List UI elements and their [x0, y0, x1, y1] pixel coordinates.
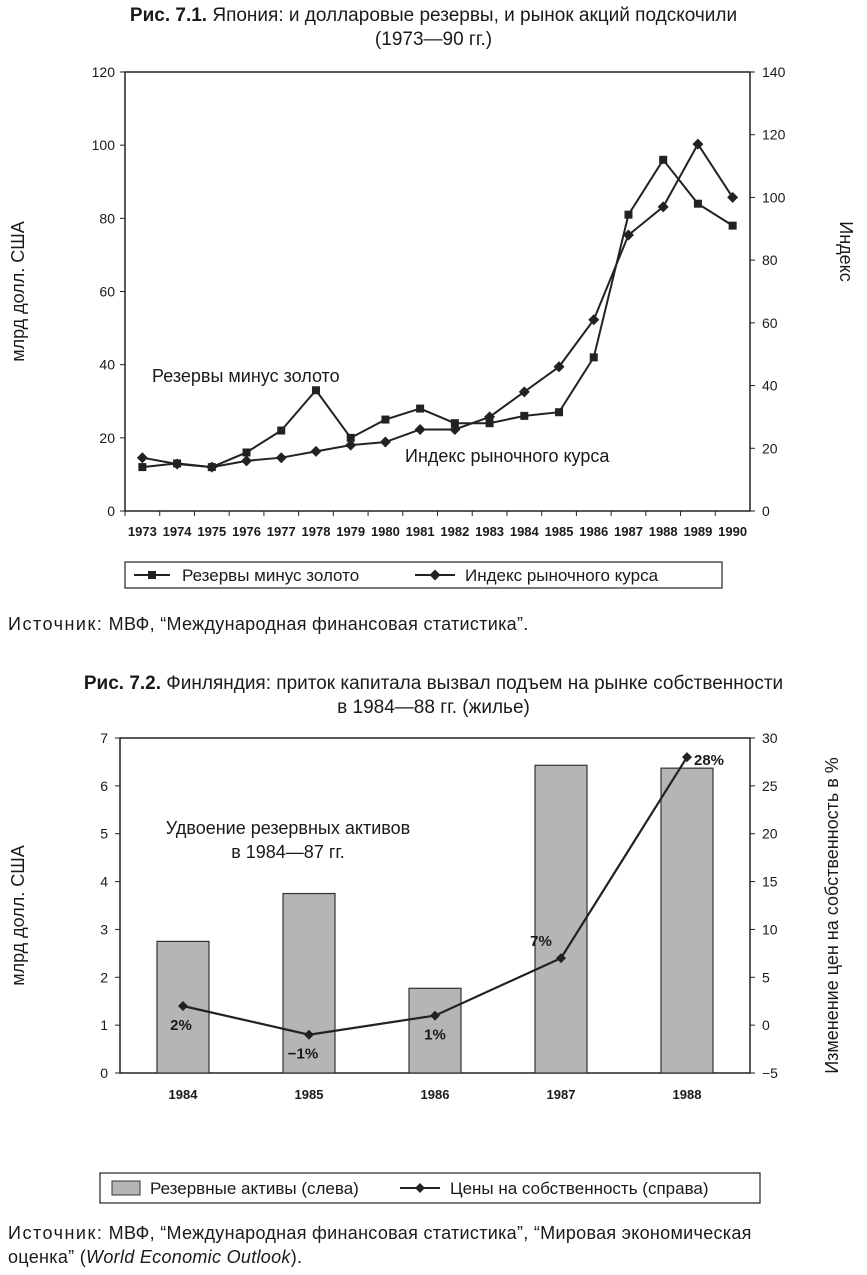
annotation-line1: Удвоение резервных активов [165, 818, 411, 838]
y-left-tick-label: 40 [99, 356, 115, 373]
chart-japan [0, 60, 867, 660]
annotation-reserves: Резервы минус золото [152, 366, 340, 386]
x-tick-label: 1979 [336, 524, 366, 539]
y-left-tick-label: 1 [100, 1017, 108, 1034]
series-reserves-point [416, 405, 424, 413]
figure1-source-label: Источник: [8, 614, 104, 634]
x-tick-label: 1988 [648, 524, 678, 539]
y-right-axis-label: Изменение цен на собственность в % [822, 757, 842, 1074]
y-right-tick-label: 5 [762, 969, 770, 986]
x-tick-label: 1985 [544, 524, 574, 539]
figure2-source-text2: оценка” ( [8, 1247, 87, 1267]
figure1-title [0, 4, 867, 52]
series-reserves-point [520, 412, 528, 420]
legend-line-marker [415, 1183, 425, 1193]
x-tick-label: 1975 [197, 524, 227, 539]
figure2-source-text3: ). [290, 1247, 303, 1267]
legend-reserves-marker [148, 571, 156, 579]
figure2-source-text: МВФ, “Международная финансовая статистика”, “Мировая экономическая [103, 1223, 752, 1243]
series-reserves-point [694, 200, 702, 208]
y-right-tick-label: 140 [762, 64, 786, 80]
series-reserves-line [142, 160, 732, 467]
figure2-title-number: Рис. 7.2. [83, 673, 162, 694]
y-left-tick-label: 100 [91, 137, 115, 154]
x-tick-label: 1973 [127, 524, 157, 539]
data-label-price-change: −1% [287, 1045, 319, 1063]
y-right-tick-label: 0 [762, 1017, 770, 1034]
y-right-tick-label: 15 [762, 873, 778, 890]
figure1-source [8, 612, 529, 636]
y-left-tick-label: 80 [99, 210, 115, 227]
x-tick-label: 1980 [370, 524, 400, 539]
series-reserves-point [659, 156, 667, 164]
y-left-axis-label: млрд долл. США [8, 221, 28, 362]
x-tick-label: 1987 [546, 1087, 576, 1102]
y-left-tick-label: 5 [100, 825, 108, 842]
x-tick-label: 1984 [509, 524, 539, 539]
y-right-tick-label: 60 [762, 314, 778, 331]
data-label-price-change: 1% [424, 1026, 446, 1044]
figure2-title-years: в 1984—88 гг. (жилье) [337, 697, 530, 718]
series-reserves-point [624, 211, 632, 219]
series-index-point [727, 192, 738, 203]
figure2-title-text: Финляндия: приток капитала вызвал подъем на рынке собственности [161, 673, 784, 694]
y-right-tick-label: 20 [762, 440, 778, 457]
y-right-tick-label: 80 [762, 252, 778, 269]
x-tick-label: 1984 [168, 1087, 198, 1102]
y-right-tick-label: 100 [762, 189, 786, 206]
x-tick-label: 1988 [672, 1087, 702, 1102]
figure1-title-number: Рис. 7.1. [129, 5, 208, 26]
x-tick-label: 1977 [266, 524, 296, 539]
x-tick-label: 1990 [718, 524, 748, 539]
x-tick-label: 1983 [475, 524, 505, 539]
series-reserves-point [381, 416, 389, 424]
figure2-source [8, 1221, 752, 1269]
y-left-tick-label: 7 [100, 730, 108, 746]
series-property-prices-point [682, 752, 692, 762]
data-label-price-change: 28% [693, 752, 725, 770]
data-label-price-change: 2% [170, 1017, 192, 1034]
series-index-point [241, 455, 252, 466]
annotation-index: Индекс рыночного курса [405, 446, 610, 466]
bar-reserve-assets [661, 768, 713, 1073]
x-tick-label: 1978 [301, 524, 331, 539]
y-left-axis-label: млрд долл. США [8, 845, 28, 986]
figure2-source-label: Источник: [8, 1223, 104, 1243]
y-left-tick-label: 4 [100, 873, 108, 890]
y-right-axis-label: Индекс [836, 221, 856, 282]
series-index-point [310, 446, 321, 457]
x-tick-label: 1981 [405, 524, 435, 539]
legend-bar-swatch [112, 1181, 140, 1195]
bar-reserve-assets [535, 765, 587, 1073]
series-index-point [137, 452, 148, 463]
y-right-tick-label: 20 [762, 825, 778, 842]
figure1-title-years: (1973—90 гг.) [374, 29, 493, 50]
y-right-tick-label: 30 [762, 730, 778, 746]
y-left-tick-label: 60 [99, 283, 115, 300]
y-left-tick-label: 0 [100, 1065, 108, 1081]
chart-finland [0, 722, 867, 1222]
y-left-tick-label: 2 [100, 969, 108, 986]
figure1-title-text: Япония: и долларовые резервы, и рынок акций подскочили [207, 5, 738, 26]
y-left-tick-label: 3 [100, 921, 108, 938]
series-index-point [692, 139, 703, 150]
y-right-tick-label: 25 [762, 777, 778, 794]
y-right-tick-label: 0 [762, 503, 770, 519]
x-tick-label: 1987 [614, 524, 643, 539]
y-left-tick-label: 20 [99, 429, 115, 446]
figure2-source-italic: World Economic Outlook [86, 1247, 291, 1267]
legend-reserves-label: Резервы минус золото [182, 566, 360, 585]
series-index-point [415, 424, 426, 435]
legend-index-marker [430, 570, 441, 581]
y-right-tick-label: 10 [762, 921, 778, 938]
y-left-tick-label: 120 [91, 64, 115, 80]
x-tick-label: 1982 [440, 524, 470, 539]
x-tick-label: 1974 [162, 524, 192, 539]
y-left-tick-label: 0 [107, 503, 115, 519]
series-reserves-point [138, 463, 146, 471]
x-tick-label: 1986 [579, 524, 609, 539]
y-right-tick-label: 120 [762, 126, 786, 143]
series-reserves-point [277, 427, 285, 435]
figure1-source-text: МВФ, “Международная финансовая статистика”. [103, 614, 529, 634]
y-right-tick-label: −5 [762, 1065, 778, 1081]
series-reserves-point [243, 448, 251, 456]
x-tick-label: 1989 [683, 524, 713, 539]
series-index-point [276, 452, 287, 463]
series-index-point [380, 437, 391, 448]
series-reserves-point [729, 222, 737, 230]
x-tick-label: 1985 [294, 1087, 324, 1102]
series-reserves-point [590, 353, 598, 361]
series-index-line [142, 144, 732, 467]
data-label-price-change: 7% [530, 933, 552, 951]
figure2-title [0, 672, 867, 720]
y-right-tick-label: 40 [762, 377, 778, 394]
series-reserves-point [555, 408, 563, 416]
x-tick-label: 1986 [420, 1087, 450, 1102]
legend-line-label: Цены на собственность (справа) [450, 1179, 709, 1198]
x-tick-label: 1976 [232, 524, 261, 539]
y-left-tick-label: 6 [100, 777, 108, 794]
legend-bar-label: Резервные активы (слева) [150, 1179, 359, 1198]
legend-index-label: Индекс рыночного курса [465, 566, 659, 585]
annotation-line2: в 1984—87 гг. [231, 842, 345, 862]
series-reserves-point [312, 386, 320, 394]
